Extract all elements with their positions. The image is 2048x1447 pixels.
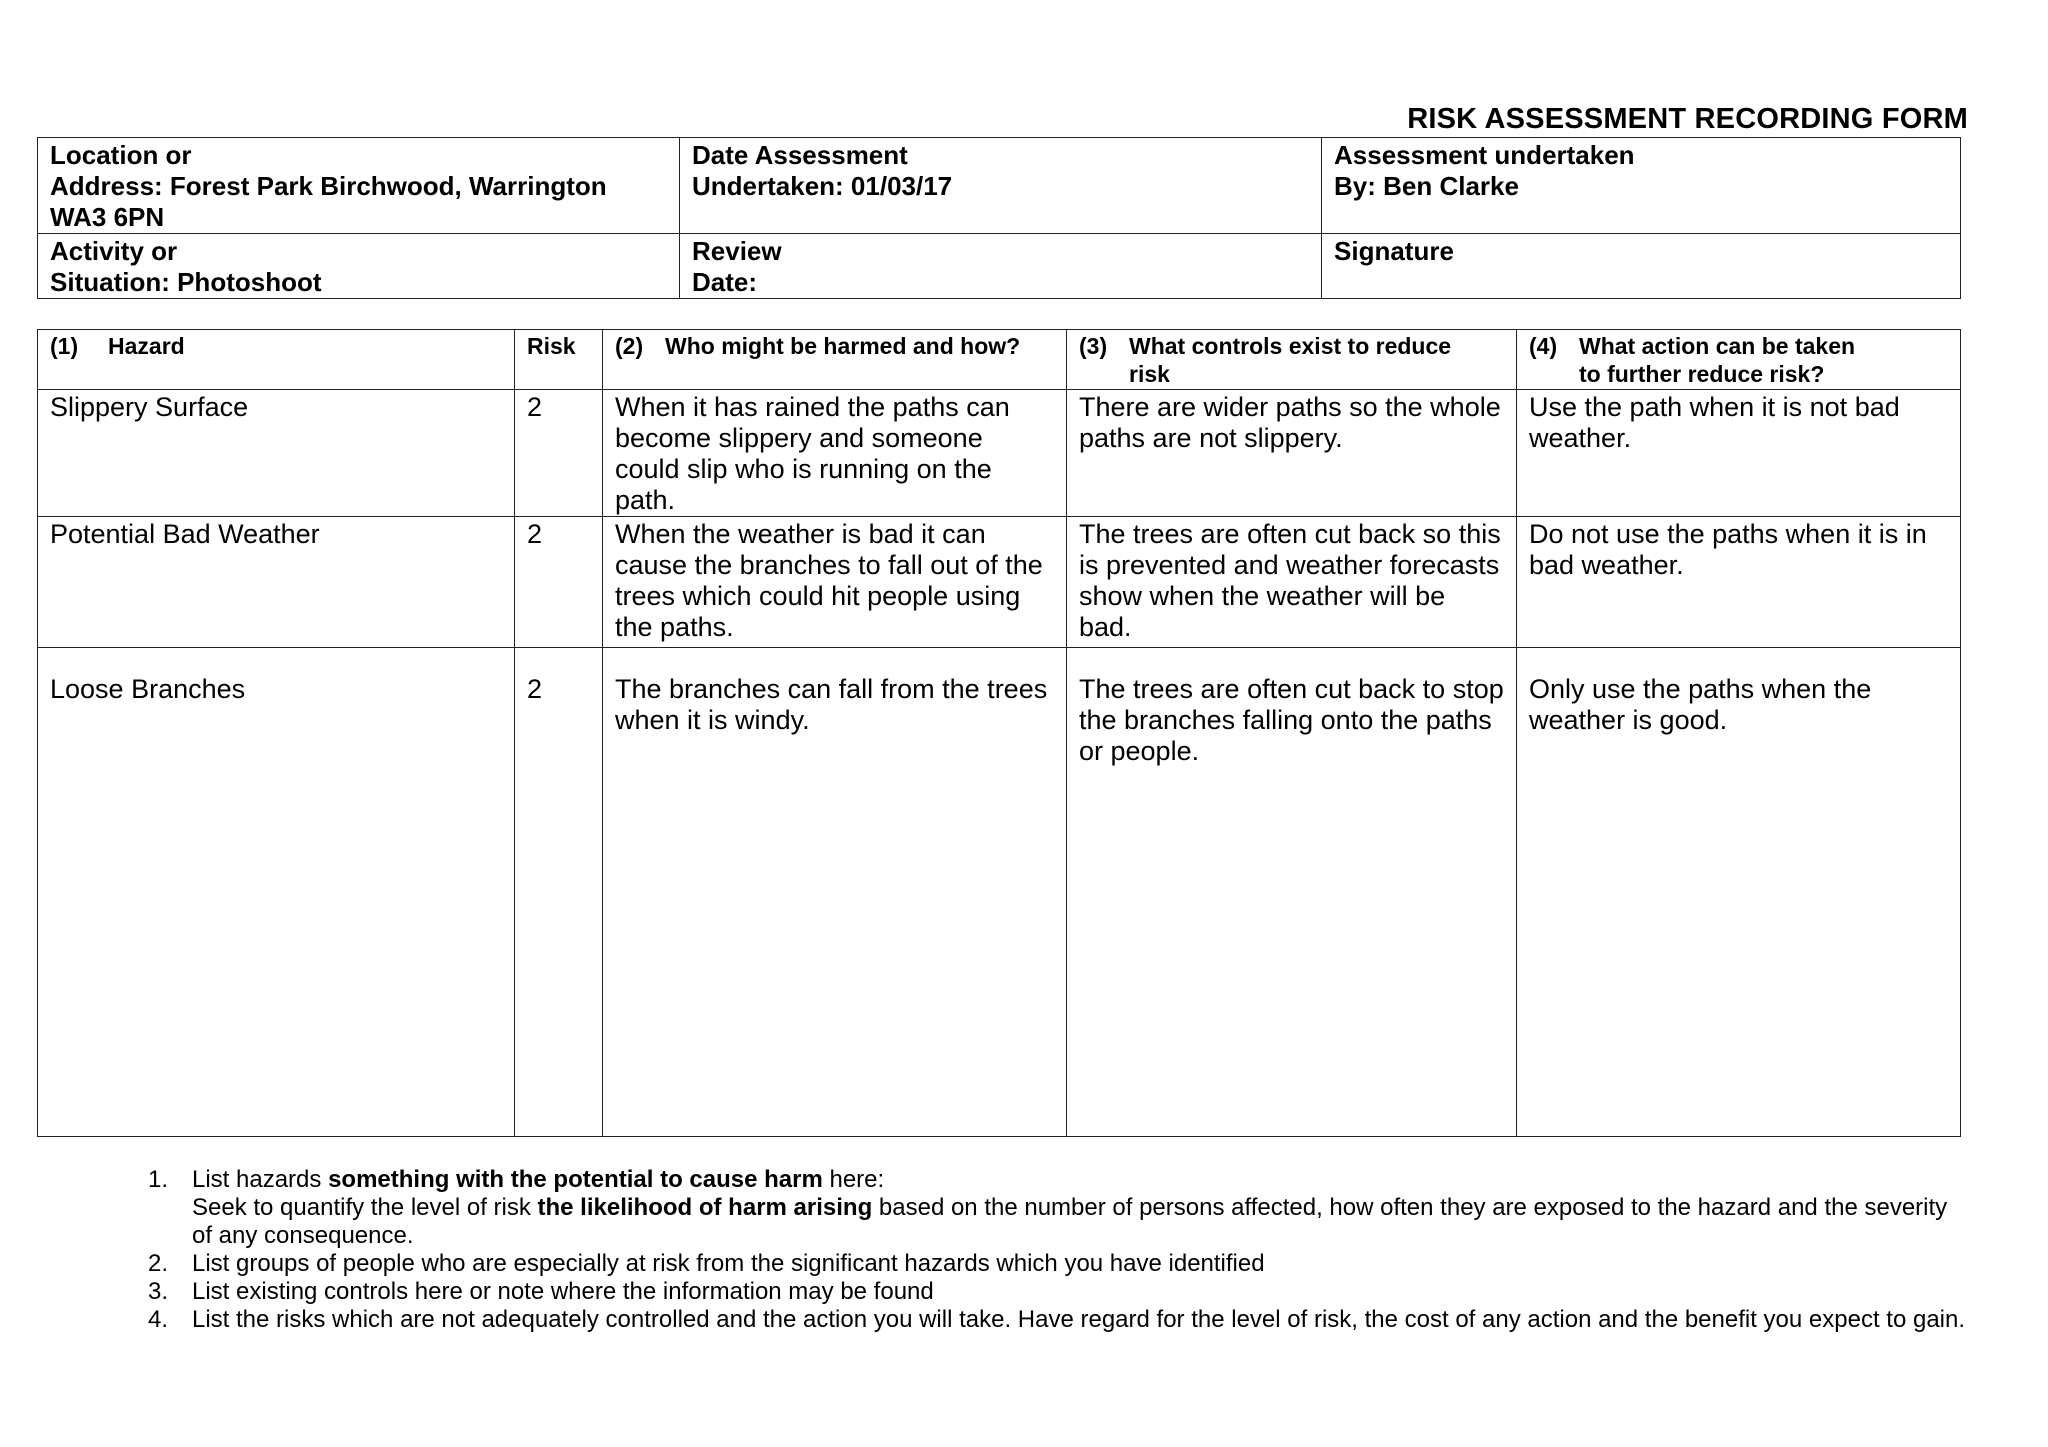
footnotes-list [148,1166,1968,1334]
footnote-text: List the risks which are not adequately controlled and the action you will take. Have regard for the level of risk, the cost of any action and the benefit you expect to gain. [192,1306,1966,1333]
signature-cell [1322,234,1961,299]
activity-value: Situation: Photoshoot [50,267,322,297]
column-title: Hazard [108,333,185,359]
review-date-cell [680,234,1322,299]
footnote-number: 4. [148,1306,169,1333]
column-number: (2) [615,333,644,359]
assessment-header-table [37,137,1961,299]
footnote-emphasis: the likelihood of harm arising [537,1194,873,1221]
footnote-text: List existing controls here or note where the information may be found [192,1278,934,1305]
footnote-text: based on the number of persons affected, how often they are exposed to the hazard and the severity of any consequence. [192,1194,1948,1249]
footnote-number: 2. [148,1250,169,1277]
risk-cell: 2 [515,517,603,648]
assessor-label: Assessment undertaken [1334,140,1635,170]
header-row-location [38,138,1961,234]
column-title: What controls exist to reduce [1129,333,1452,359]
who-cell: The branches can fall from the trees when it is windy. [603,648,1067,1137]
column-number: (1) [50,333,79,359]
header-row-activity [38,234,1961,299]
footnote-item [148,1250,1968,1278]
column-title: Risk [527,333,576,359]
action-cell: Use the path when it is not bad weather. [1517,390,1961,517]
column-header-who [603,330,1067,390]
action-cell: Do not use the paths when it is in bad weather. [1517,517,1961,648]
column-header-risk [515,330,603,390]
column-title: Who might be harmed and how? [665,333,1021,359]
who-cell: When the weather is bad it can cause the branches to fall out of the trees which could hit people using the paths. [603,517,1067,648]
column-title-continued: to further reduce risk? [1579,361,1825,387]
footnote-item [148,1166,1968,1250]
action-cell: Only use the paths when the weather is good. [1517,648,1961,1137]
footnote-text: here: [822,1166,885,1193]
who-cell: When it has rained the paths can become slippery and someone could slip who is running on the path. [603,390,1067,517]
assessor-value: By: Ben Clarke [1334,171,1519,201]
column-title: What action can be taken [1579,333,1856,359]
footnote-text: List groups of people who are especially at risk from the significant hazards which you have identified [192,1250,1265,1277]
location-cell [38,138,680,234]
hazard-cell: Slippery Surface [38,390,515,517]
footnote-text: Seek to quantify the level of risk [192,1194,538,1221]
date-assessment-label: Date Assessment [692,140,908,170]
risk-cell: 2 [515,390,603,517]
column-header-controls [1067,330,1517,390]
table-row [38,648,1961,1137]
column-number: (4) [1529,333,1558,359]
controls-cell: The trees are often cut back so this is prevented and weather forecasts show when the weather will be bad. [1067,517,1517,648]
table-row [38,517,1961,648]
column-number: (3) [1079,333,1108,359]
date-undertaken-value: Undertaken: 01/03/17 [692,171,953,201]
column-title-continued: risk [1129,361,1170,387]
risk-cell: 2 [515,648,603,1137]
date-assessment-cell [680,138,1322,234]
signature-label: Signature [1334,236,1454,266]
column-header-action [1517,330,1961,390]
table-row [38,390,1961,517]
hazard-table-header [38,330,1961,390]
location-label: Location or [50,140,192,170]
footnote-text: List hazards [192,1166,329,1193]
activity-label: Activity or [50,236,178,266]
column-header-hazard [38,330,515,390]
footnote-item [148,1278,1968,1306]
footnote-item [148,1306,1968,1334]
controls-cell: The trees are often cut back to stop the branches falling onto the paths or people. [1067,648,1517,1137]
activity-cell [38,234,680,299]
hazard-cell: Loose Branches [38,648,515,1137]
footnote-number: 1. [148,1166,169,1193]
location-postcode: WA3 6PN [50,202,165,232]
controls-cell: There are wider paths so the whole paths are not slippery. [1067,390,1517,517]
location-address: Address: Forest Park Birchwood, Warrington [50,171,607,201]
footnote-number: 3. [148,1278,169,1305]
assessor-cell [1322,138,1961,234]
footnote-emphasis: something with the potential to cause harm [328,1166,823,1193]
form-title: RISK ASSESSMENT RECORDING FORM [1407,103,1968,135]
hazard-table [37,329,1961,1137]
review-label: Review [692,236,782,266]
hazard-cell: Potential Bad Weather [38,517,515,648]
review-date-label: Date: [692,267,758,297]
